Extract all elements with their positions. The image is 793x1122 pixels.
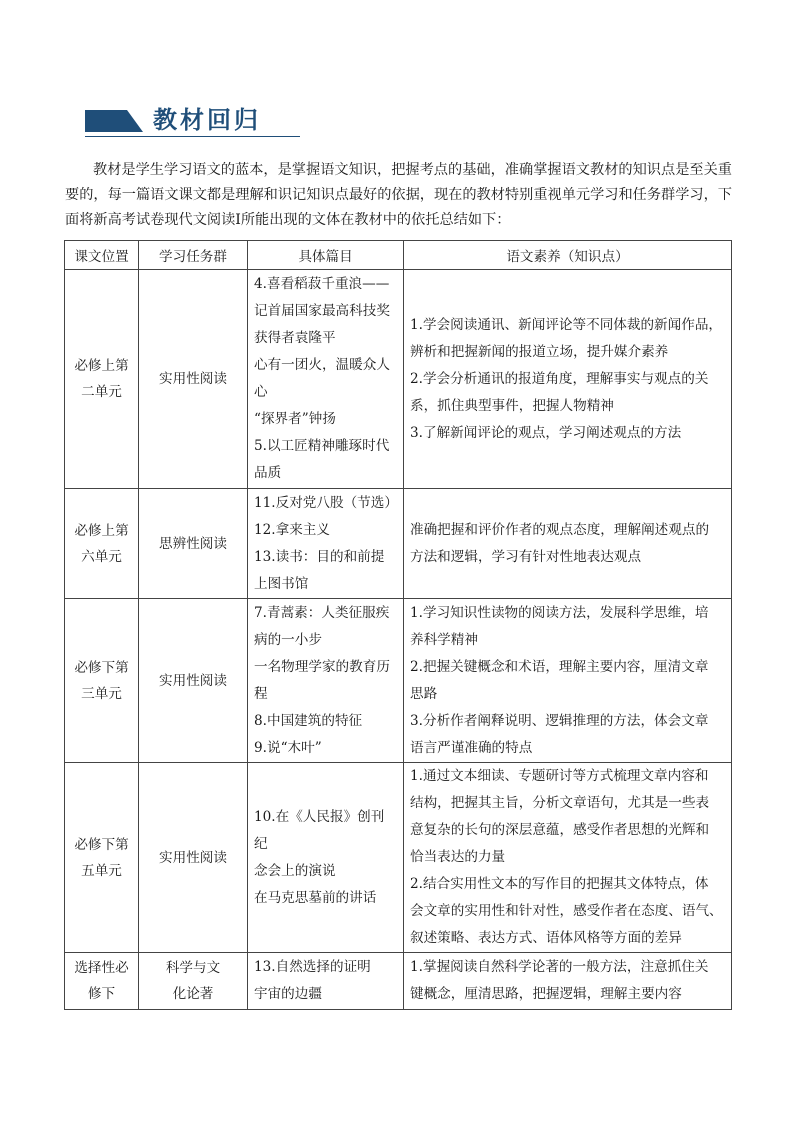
cell-articles-line: 一名物理学家的教育历 — [254, 658, 390, 675]
section-title: 教材回归 — [153, 105, 261, 134]
cell-articles-line: 8.中国建筑的特征 — [254, 712, 363, 729]
cell-articles-line: 心 — [254, 384, 268, 400]
cell-articles — [248, 953, 404, 1010]
cell-literacy-line: 养科学精神 — [410, 631, 478, 648]
table-row — [65, 599, 732, 763]
cell-articles-line: 5.以工匠精神雕琢时代 — [254, 438, 390, 454]
cell-literacy — [404, 599, 732, 763]
cell-literacy-line: 方法和逻辑，学习有针对性地表达观点 — [410, 548, 642, 565]
cell-articles — [248, 489, 404, 599]
cell-position — [65, 953, 139, 1010]
textbook-table — [64, 240, 732, 1010]
cell-literacy-line: 准确把握和评价作者的观点态度，理解阐述观点的 — [410, 521, 710, 538]
header-position: 课文位置 — [65, 241, 139, 270]
cell-task-group-line: 科学与文 — [165, 960, 221, 976]
cell-position-line: 五单元 — [81, 862, 122, 879]
cell-literacy-line: 恰当表达的力量 — [410, 849, 506, 865]
cell-literacy-line: 2.学会分析通讯的报道角度，理解事实与观点的关 — [410, 370, 709, 387]
cell-task-group-line: 实用性阅读 — [159, 672, 227, 689]
cell-task-group — [139, 489, 248, 599]
cell-position-line: 选择性必 — [74, 960, 129, 976]
cell-literacy-line: 叙述策略、表达方式、语体风格等方面的差异 — [410, 930, 682, 946]
cell-literacy-line: 系，抓住典型事件，把握人物精神 — [410, 397, 614, 414]
cell-position-line: 二单元 — [81, 384, 122, 400]
cell-literacy — [404, 489, 732, 599]
cell-literacy-line: 意复杂的长句的深层意蕴，感受作者思想的光辉和 — [410, 822, 710, 838]
cell-position-line: 必修下第 — [74, 659, 129, 676]
intro-paragraph: 教材是学生学习语文的蓝本，是掌握语文知识，把握考点的基础，准确掌握语文教材的知识点是至关重要的，每一篇语文课文都是理解和识记知识点最好的依据，现在的教材特别重视单元学习和任务群学习，下面将新高考试卷现代文阅读Ⅰ所能出现的文体在教材中的依托总结如下： — [65, 162, 732, 228]
cell-articles — [248, 270, 404, 489]
cell-articles-line: 13.自然选择的证明 — [254, 959, 371, 975]
cell-literacy — [404, 953, 732, 1010]
cell-articles-line: 程 — [254, 685, 268, 702]
table-row — [65, 763, 732, 953]
cell-literacy — [404, 763, 732, 953]
cell-literacy-line: 1.学习知识性读物的阅读方法，发展科学思维，培 — [410, 604, 709, 621]
cell-literacy-line: 3.了解新闻评论的观点，学习阐述观点的方法 — [410, 424, 682, 441]
cell-articles-line: 13.读书：目的和前提 — [254, 548, 385, 565]
cell-position — [65, 599, 139, 763]
cell-literacy-line: 3.分析作者阐释说明、逻辑推理的方法，体会文章 — [410, 712, 709, 729]
table-row — [65, 489, 732, 599]
cell-position-line: 六单元 — [81, 548, 122, 565]
cell-articles-line: 念会上的演说 — [254, 862, 336, 879]
cell-literacy-line: 思路 — [410, 685, 438, 702]
cell-task-group-line: 实用性阅读 — [159, 849, 227, 866]
cell-articles — [248, 599, 404, 763]
header-literacy: 语文素养（知识点） — [404, 241, 732, 270]
cell-literacy-line: 1.掌握阅读自然科学论著的一般方法，注意抓住关 — [410, 959, 709, 975]
cell-position — [65, 270, 139, 489]
header-accent-bar — [85, 110, 143, 132]
table-row — [65, 270, 732, 489]
cell-articles-line: 心有一团火，温暖众人 — [254, 357, 390, 373]
cell-literacy-line: 1.学会阅读通讯、新闻评论等不同体裁的新闻作品， — [410, 316, 723, 333]
cell-articles-line: “探界者”钟扬 — [254, 411, 336, 427]
cell-task-group — [139, 270, 248, 489]
table-row — [65, 953, 732, 1010]
cell-position-line: 修下 — [87, 986, 116, 1002]
cell-literacy-line: 1.通过文本细读、专题研讨等方式梳理文章内容和 — [410, 768, 709, 784]
cell-articles-line: 在马克思墓前的讲话 — [254, 889, 377, 906]
cell-articles-line: 12.拿来主义 — [254, 521, 330, 538]
cell-literacy-line: 会文章的实用性和针对性，感受作者在态度、语气、 — [410, 903, 723, 919]
cell-literacy-line: 语言严谨准确的特点 — [410, 739, 533, 756]
cell-literacy-line: 2.结合实用性文本的写作目的把握其文体特点，体 — [410, 876, 709, 892]
cell-articles — [248, 763, 404, 953]
header-task-group: 学习任务群 — [139, 241, 248, 270]
cell-literacy — [404, 270, 732, 489]
cell-articles-line: 11.反对党八股（节选） — [254, 494, 398, 511]
cell-articles-line: 病的一小步 — [254, 631, 322, 648]
cell-literacy-line: 键概念，厘清思路，把握逻辑，理解主要内容 — [410, 986, 682, 1002]
header-underline — [85, 136, 300, 137]
cell-task-group-line: 思辨性阅读 — [159, 535, 227, 552]
cell-literacy-line: 结构，把握其主旨，分析文章语句，尤其是一些表 — [410, 795, 710, 811]
cell-articles-line: 上图书馆 — [254, 575, 309, 592]
cell-position — [65, 489, 139, 599]
cell-articles-line: 获得者袁隆平 — [254, 330, 336, 346]
cell-articles-line: 10.在《人民报》创刊纪 — [254, 808, 385, 852]
cell-articles-line: 记首届国家最高科技奖 — [254, 303, 390, 319]
cell-task-group — [139, 953, 248, 1010]
section-header — [85, 104, 300, 138]
cell-position-line: 必修上第 — [74, 358, 129, 374]
cell-articles-line: 品质 — [254, 465, 282, 481]
cell-articles-line: 7.青蒿素：人类征服疾 — [254, 604, 390, 621]
header-articles: 具体篇目 — [248, 241, 404, 270]
cell-position-line: 必修上第 — [74, 522, 129, 539]
cell-literacy-line: 2.把握关键概念和术语，理解主要内容，厘清文章 — [410, 658, 709, 675]
cell-task-group-line: 实用性阅读 — [159, 371, 227, 387]
table-header-row — [65, 241, 732, 270]
cell-literacy-line: 辨析和把握新闻的报道立场，提升媒介素养 — [410, 343, 669, 360]
cell-position — [65, 763, 139, 953]
cell-articles-line: 9.说“木叶” — [254, 739, 322, 756]
cell-articles-line: 宇宙的边疆 — [254, 986, 322, 1002]
cell-task-group — [139, 599, 248, 763]
cell-task-group-line: 化论著 — [172, 986, 214, 1002]
cell-task-group — [139, 763, 248, 953]
cell-position-line: 必修下第 — [74, 836, 129, 853]
cell-articles-line: 4.喜看稻菽千重浪—— — [254, 276, 390, 292]
cell-position-line: 三单元 — [81, 685, 122, 702]
